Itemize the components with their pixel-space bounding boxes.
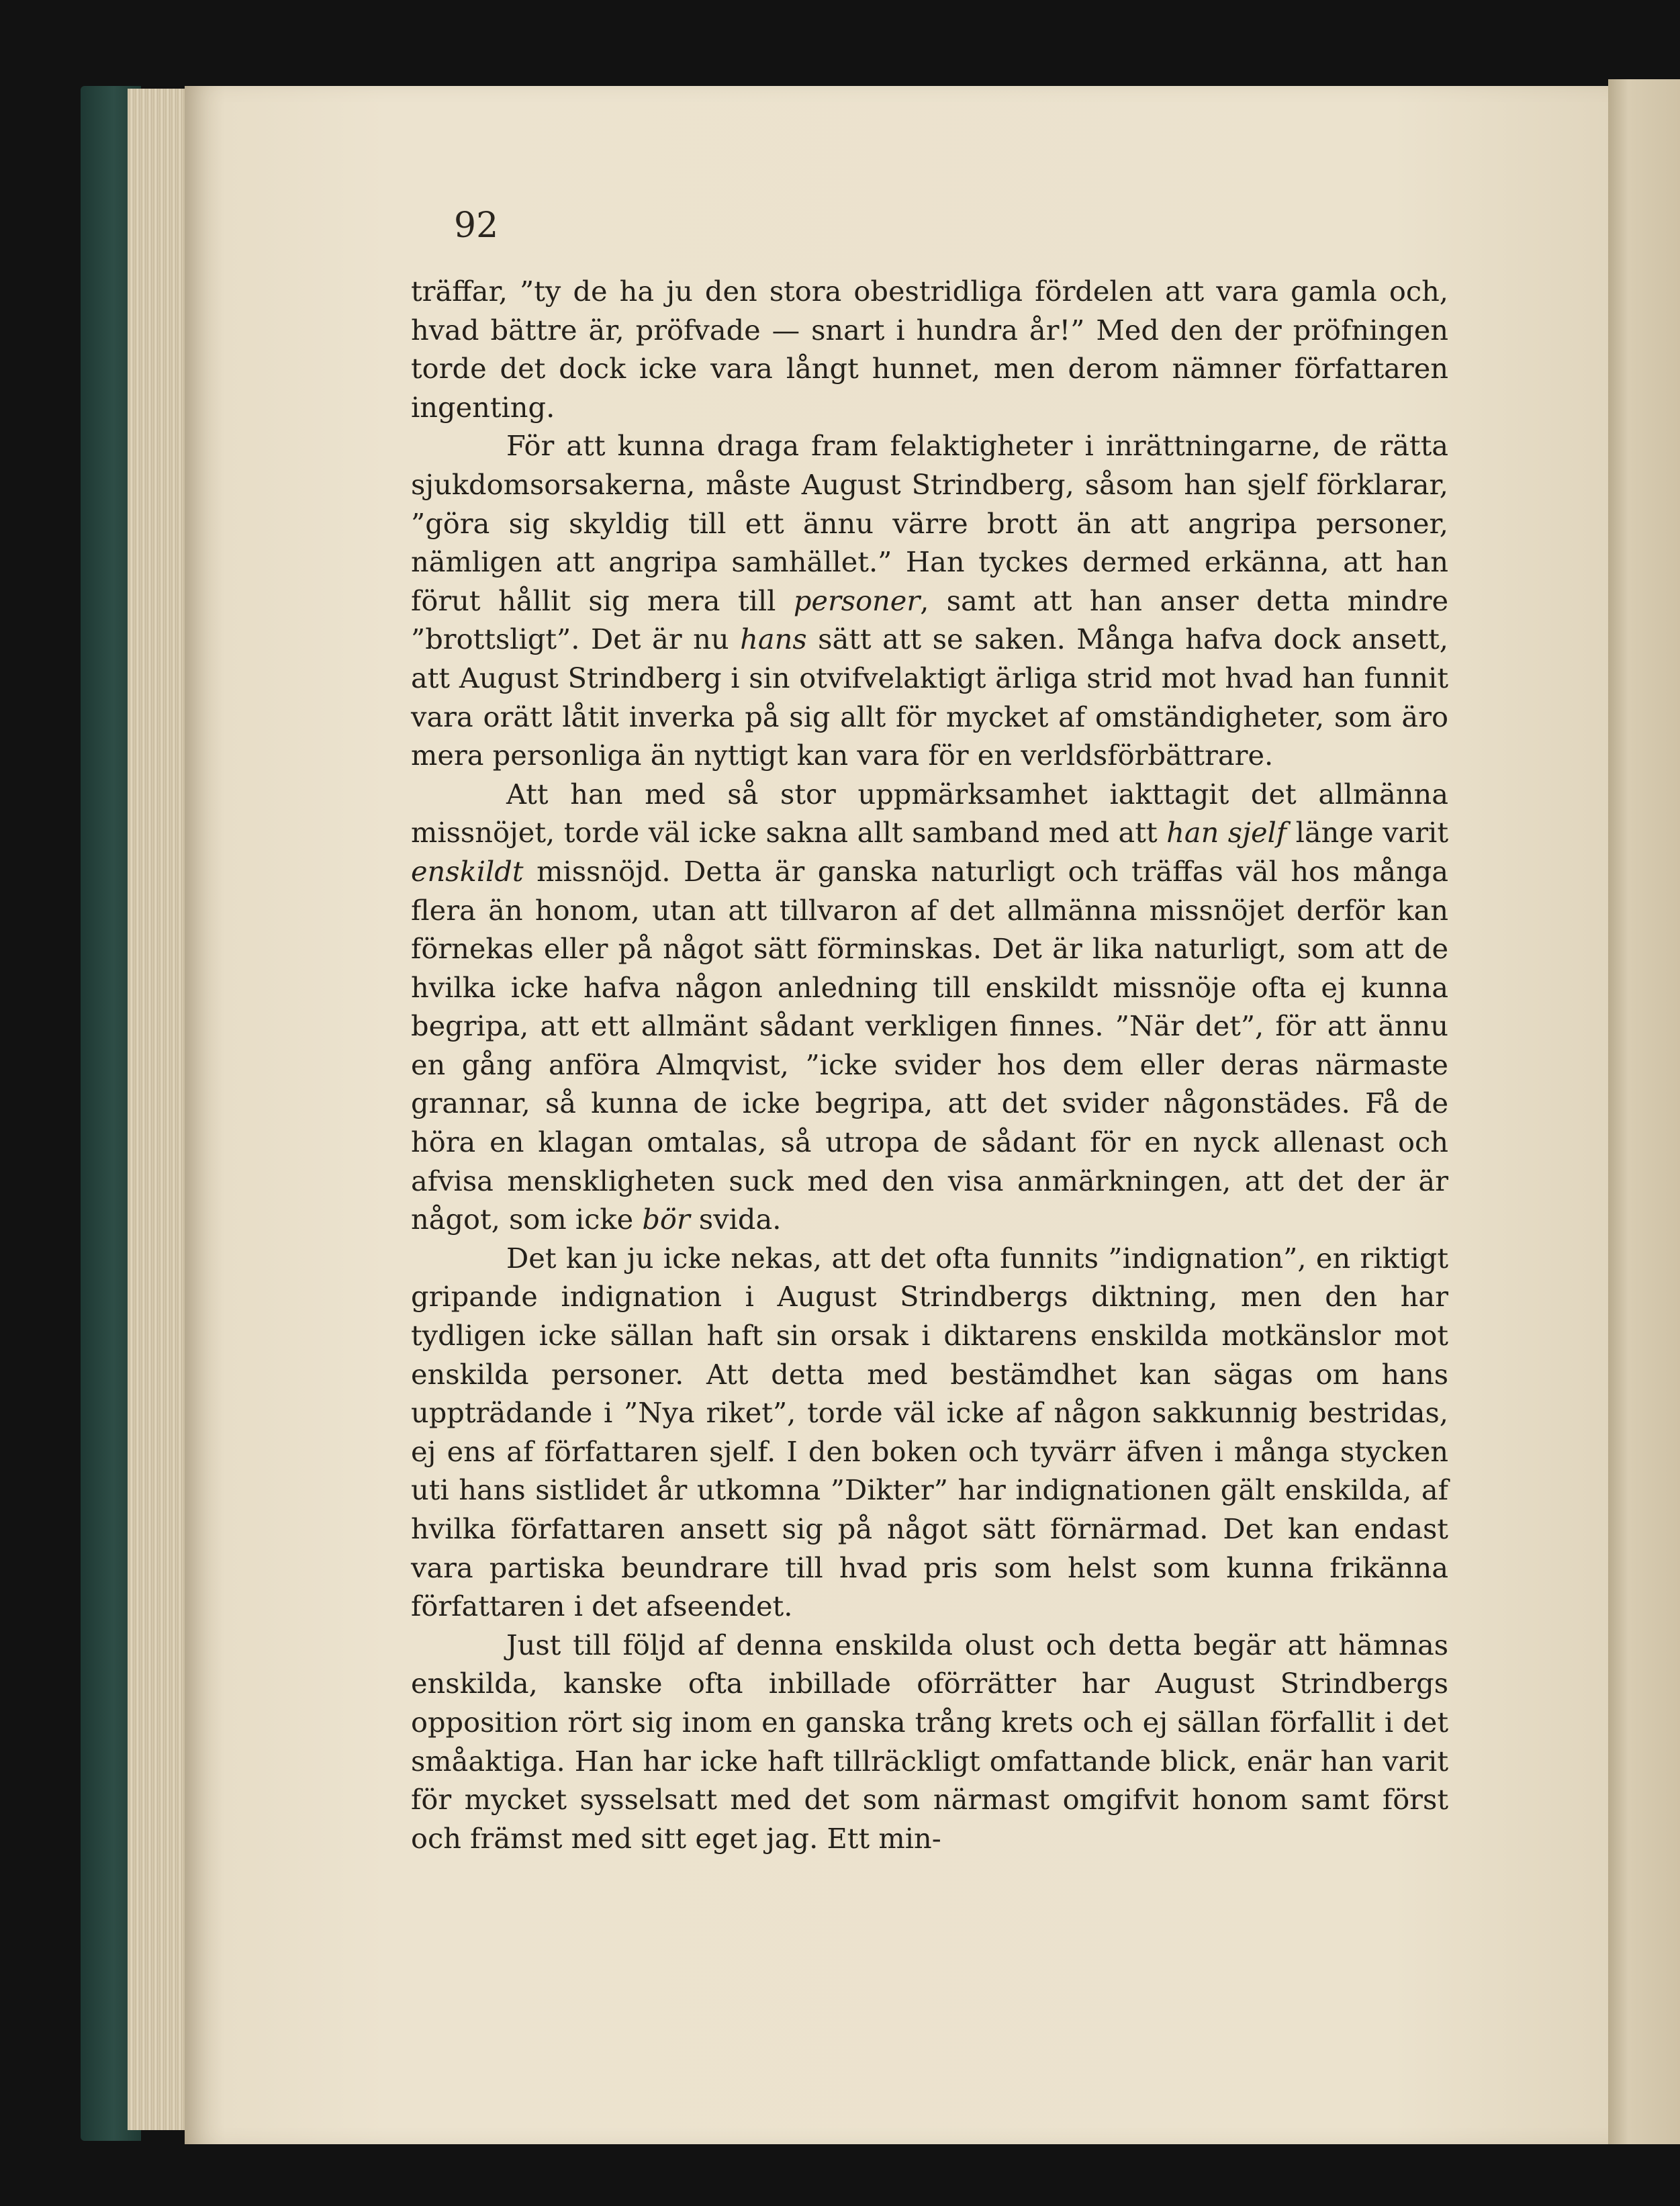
- facing-page-edge: [1608, 79, 1680, 2144]
- paragraph: [411, 1626, 1448, 1858]
- text-run: Att han med så stor uppmärksamhet iakttagit det allmänna missnöjet, torde väl icke sakna allt samband med att: [411, 777, 1448, 849]
- emphasized-text: personer: [793, 584, 921, 617]
- emphasized-text: enskildt: [411, 854, 524, 888]
- text-run: För att kunna draga fram felaktigheter i inrättningarne, de rätta sjukdomsorsakerna, måste August Strindberg, såsom han sjelf förklarar, ”göra sig skyldig till ett ännu värre brott än att angripa personer, nämligen att angripa samhället.” Han tyckes dermed erkänna, att han förut hållit sig mera till: [411, 429, 1448, 617]
- emphasized-text: hans: [740, 623, 807, 656]
- body-text: [411, 272, 1448, 1857]
- text-run: länge varit: [1287, 816, 1448, 849]
- emphasized-text: han sjelf: [1166, 816, 1287, 849]
- text-run: svida.: [690, 1203, 782, 1236]
- paragraph: [411, 1239, 1448, 1626]
- text-run: Det kan ju icke nekas, att det ofta funnits ”indignation”, en riktigt gripande indignation i August Strindbergs diktning, men den har tydligen icke sällan haft sin orsak i diktarens enskilda motkänslor mot enskilda personer. Att detta med bestämdhet kan sägas om hans uppträdande i ”Nya riket”, torde väl icke af någon sakkunnig bestridas, ej ens af författaren sjelf. I den boken och tyvärr äfven i många stycken uti hans sistlidet år utkomna ”Dikter” har indignationen gält enskilda, af hvilka författaren ansett sig på något sätt förnärmad. Det kan endast vara partiska beundrare till hvad pris som helst som kunna frikänna författaren i det afseendet.: [411, 1241, 1448, 1623]
- text-run: träffar, ”ty de ha ju den stora obestridliga fördelen att vara gamla och, hvad bättre är, pröfvade — snart i hundra år!” Med den der pröfningen torde det dock icke vara långt hunnet, men derom nämner författaren ingenting.: [411, 275, 1448, 424]
- emphasized-text: bör: [642, 1203, 690, 1236]
- text-run: missnöjd. Detta är ganska naturligt och träffas väl hos många flera än honom, utan att tillvaron af det allmänna missnöjet derför kan förnekas eller på något sätt förminskas. Det är lika naturligt, som att de hvilka icke hafva någon anledning till enskildt missnöje ofta ej kunna begripa, att ett allmänt sådant verkligen finnes. ”När det”, för att ännu en gång anföra Almqvist, ”icke svider hos dem eller deras närmaste grannar, så kunna de icke begripa, att det svider någonstädes. Få de höra en klagan omtalas, så utropa de sådant för en nyck allenast och afvisa menskligheten suck med den visa anmärkningen, att det der är något, som icke: [411, 854, 1448, 1236]
- text-run: sätt att se saken. Många hafva dock ansett, att August Strindberg i sin otvifvelaktigt ärliga strid mot hvad han funnit vara orätt låtit inverka på sig allt för mycket af omständigheter, som äro mera personliga än nyttigt kan vara för en verldsförbättrare.: [411, 623, 1448, 772]
- page-number: 92: [454, 205, 499, 246]
- text-run: , samt att han anser detta mindre ”brottsligt”. Det är nu: [411, 584, 1448, 656]
- paragraph: [411, 272, 1448, 426]
- paragraph: [411, 775, 1448, 1239]
- text-run: Just till följd af denna enskilda olust och detta begär att hämnas enskilda, kanske ofta inbillade oförrätter har August Strindbergs opposition rört sig inom en ganska trång krets och ej sällan förfallit i det småaktiga. Han har icke haft tillräckligt omfattande blick, enär han varit för mycket sysselsatt med det som närmast omgifvit honom samt först och främst med sitt eget jag. Ett min-: [411, 1628, 1448, 1855]
- paragraph: [411, 426, 1448, 774]
